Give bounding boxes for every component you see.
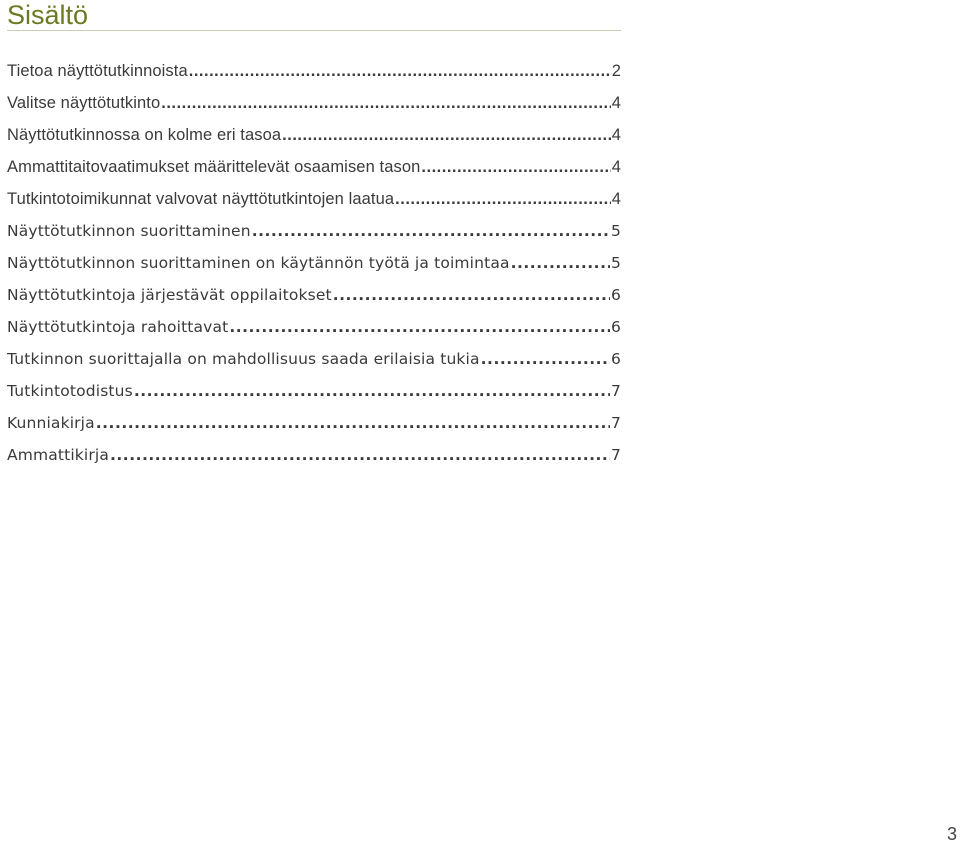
toc-dot-leader <box>481 343 610 375</box>
toc-entry[interactable] <box>7 375 621 407</box>
toc-entry-page: 7 <box>610 446 621 464</box>
toc-entry-page: 7 <box>610 382 621 400</box>
toc-entry-label: Näyttötutkinnon suorittaminen on käytännön työtä ja toimintaa <box>7 254 510 272</box>
toc-entry-page: 5 <box>610 254 621 272</box>
page-number: 3 <box>946 824 957 844</box>
toc-entry[interactable] <box>7 247 621 279</box>
toc-entry-label: Näyttötutkinnossa on kolme eri tasoa <box>7 126 282 144</box>
toc-dot-leader <box>282 119 611 151</box>
toc-entry[interactable] <box>7 87 621 119</box>
toc-dot-leader <box>395 183 611 215</box>
toc-dot-leader <box>189 55 611 87</box>
toc-entry-label: Ammattikirja <box>7 446 110 464</box>
toc-entry-label: Ammattitaitovaatimukset määrittelevät osaamisen tason <box>7 158 421 176</box>
toc-dot-leader <box>252 215 610 247</box>
page-title: Sisältö <box>7 0 89 30</box>
toc-dot-leader <box>110 439 610 471</box>
toc-entry[interactable] <box>7 151 621 183</box>
toc-entry[interactable] <box>7 183 621 215</box>
toc-entry-page: 6 <box>610 286 621 304</box>
toc-entry-page: 4 <box>611 158 621 176</box>
toc-dot-leader <box>229 311 610 343</box>
toc-entry-page: 4 <box>611 190 621 208</box>
table-of-contents <box>7 55 621 471</box>
toc-dot-leader <box>134 375 610 407</box>
toc-entry-label: Näyttötutkintoja rahoittavat <box>7 318 229 336</box>
toc-entry[interactable] <box>7 407 621 439</box>
toc-entry-label: Tutkinnon suorittajalla on mahdollisuus saada erilaisia tukia <box>7 350 480 368</box>
toc-dot-leader <box>511 247 610 279</box>
toc-entry-page: 7 <box>610 414 621 432</box>
toc-dot-leader <box>96 407 610 439</box>
toc-entry[interactable] <box>7 311 621 343</box>
toc-entry-label: Valitse näyttötutkinto <box>7 94 161 112</box>
toc-entry-label: Näyttötutkinnon suorittaminen <box>7 222 251 240</box>
title-divider <box>7 30 621 31</box>
toc-entry-page: 6 <box>610 350 621 368</box>
toc-entry[interactable] <box>7 279 621 311</box>
toc-entry-label: Kunniakirja <box>7 414 95 432</box>
toc-entry[interactable] <box>7 439 621 471</box>
toc-entry-page: 6 <box>610 318 621 336</box>
toc-entry[interactable] <box>7 215 621 247</box>
toc-entry-label: Näyttötutkintoja järjestävät oppilaitokset <box>7 286 332 304</box>
toc-entry-page: 4 <box>611 94 621 112</box>
toc-entry[interactable] <box>7 55 621 87</box>
toc-dot-leader <box>333 279 610 311</box>
toc-entry-label: Tutkintotodistus <box>7 382 133 400</box>
toc-entry-label: Tietoa näyttötutkinnoista <box>7 62 188 80</box>
toc-dot-leader <box>421 151 610 183</box>
toc-entry-label: Tutkintotoimikunnat valvovat näyttötutkintojen laatua <box>7 190 395 208</box>
toc-entry[interactable] <box>7 119 621 151</box>
toc-entry-page: 2 <box>611 62 621 80</box>
toc-entry[interactable] <box>7 343 621 375</box>
toc-entry-page: 4 <box>611 126 621 144</box>
toc-dot-leader <box>161 87 610 119</box>
toc-entry-page: 5 <box>610 222 621 240</box>
